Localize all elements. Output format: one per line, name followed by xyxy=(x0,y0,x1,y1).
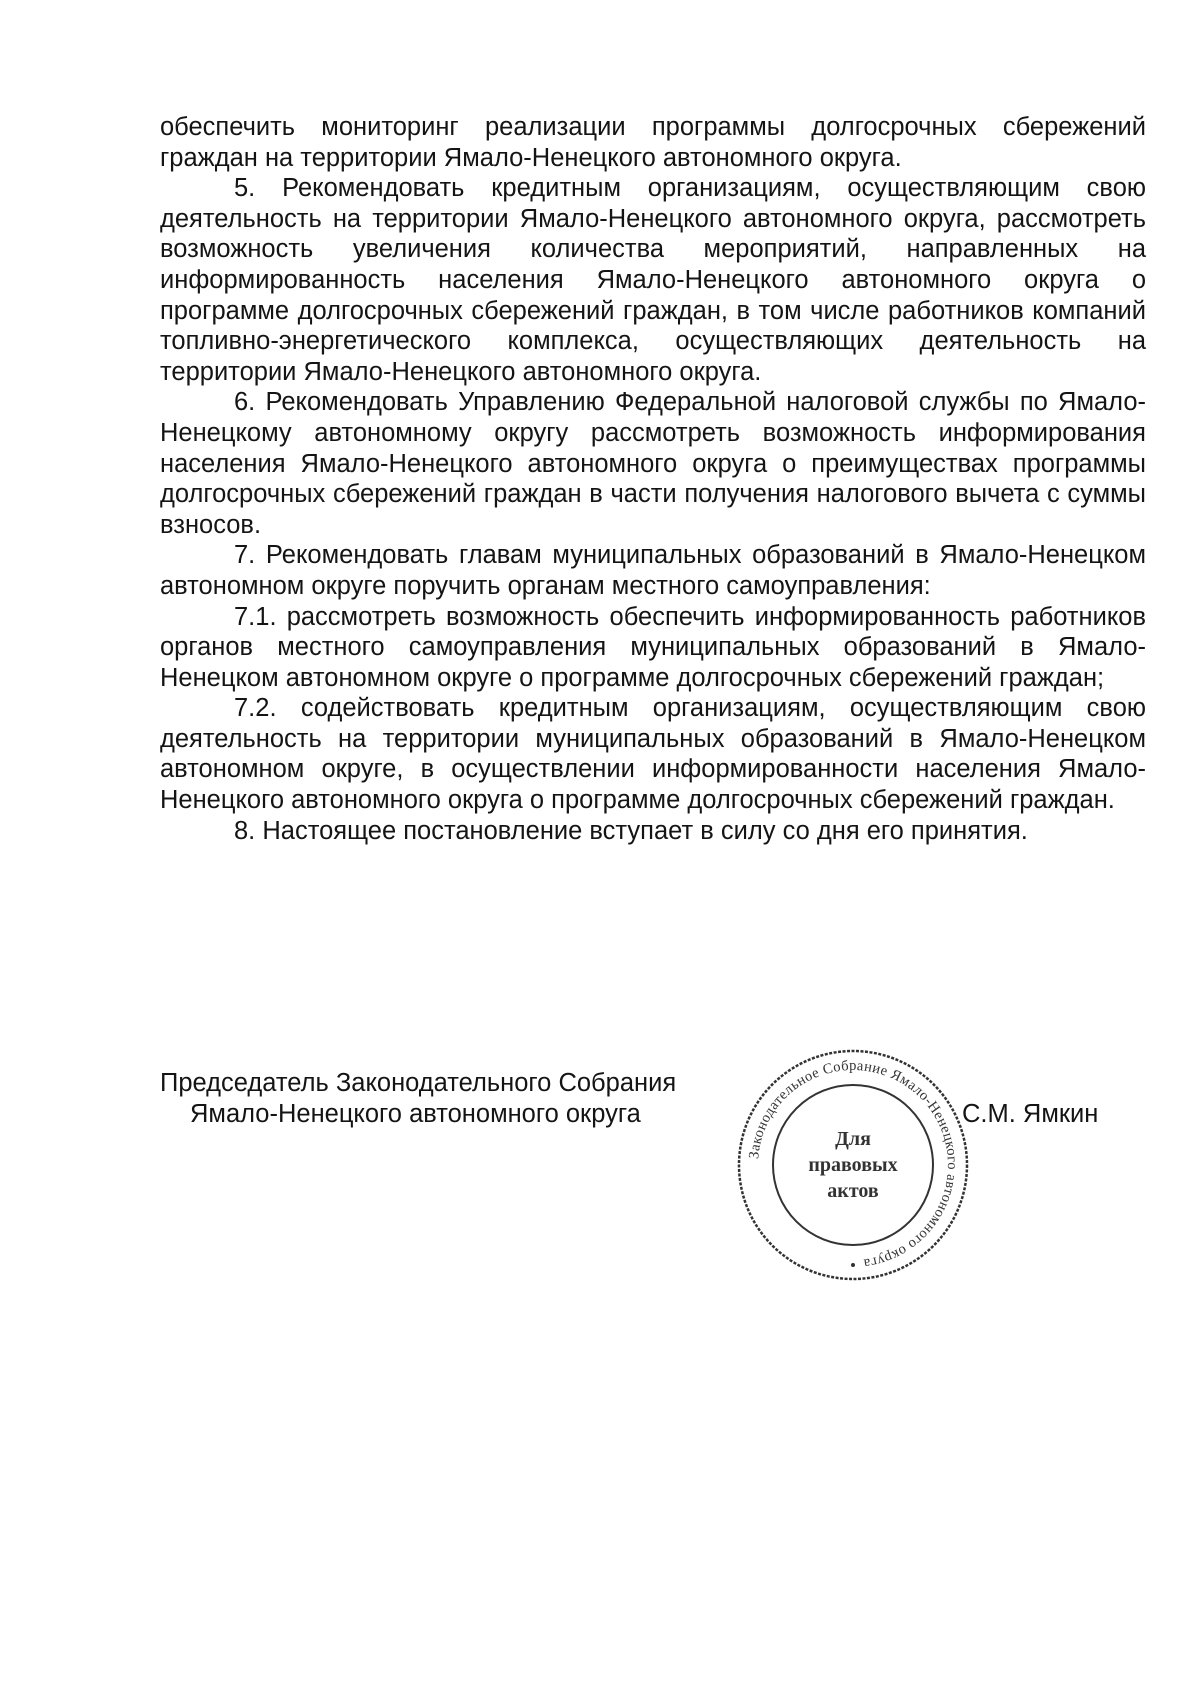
paragraph-item-6: 6. Рекомендовать Управлению Федеральной налоговой службы по Ямало-Ненецкому автономному округу рассмотреть возможность информирования населения Ямало-Ненецкого автономного округа о преимуществах программы долгосрочных сбережений граждан в части получения налогового вычета с суммы взносов. xyxy=(160,388,1146,539)
official-seal-stamp xyxy=(728,1040,978,1290)
signatory-title-line-1: Председатель Законодательного Собрания xyxy=(160,1069,677,1097)
seal-center-line-2: правовых xyxy=(808,1154,898,1176)
seal-center-line-3: актов xyxy=(827,1180,879,1202)
signatory-name: С.М. Ямкин xyxy=(962,1100,1099,1128)
paragraph-continuation: обеспечить мониторинг реализации программы долгосрочных сбережений граждан на территории Ямало-Ненецкого автономного округа. xyxy=(160,113,1146,172)
paragraph-item-7-2: 7.2. содействовать кредитным организациям, осуществляющим свою деятельность на территории муниципальных образований в Ямало-Ненецком автономном округе, в осуществлении информированности населения Ямало-Ненецкого автономного округа о программе долгосрочных сбережений граждан. xyxy=(160,694,1146,815)
signature-block xyxy=(160,1068,1160,1308)
paragraph-item-7-1: 7.1. рассмотреть возможность обеспечить информированность работников органов местного самоуправления муниципальных образований в Ямало-Ненецком автономном округе о программе долгосрочных сбережений граждан; xyxy=(160,602,1146,692)
document-body xyxy=(160,112,1146,846)
paragraph-item-8: 8. Настоящее постановление вступает в силу со дня его принятия. xyxy=(234,816,1028,845)
seal-dot xyxy=(851,1263,855,1267)
signatory-title-line-2: Ямало-Ненецкого автономного округа xyxy=(190,1100,641,1128)
paragraph-item-7: 7. Рекомендовать главам муниципальных образований в Ямало-Ненецком автономном округе поручить органам местного самоуправления: xyxy=(160,541,1146,600)
paragraph-item-5: 5. Рекомендовать кредитным организациям, осуществляющим свою деятельность на территории Ямало-Ненецкого автономного округа, рассмотреть возможность увеличения количества мероприятий, направленных на информированность населения Ямало-Ненецкого автономного округа о программе долгосрочных сбережений граждан, в том числе работников компаний топливно-энергетического комплекса, осуществляющих деятельность на территории Ямало-Ненецкого автономного округа. xyxy=(160,174,1146,386)
seal-ring-textpath: Законодательное Собрание Ямало-Ненецкого автономного округа xyxy=(746,1057,961,1272)
seal-center-line-1: Для xyxy=(835,1128,871,1150)
